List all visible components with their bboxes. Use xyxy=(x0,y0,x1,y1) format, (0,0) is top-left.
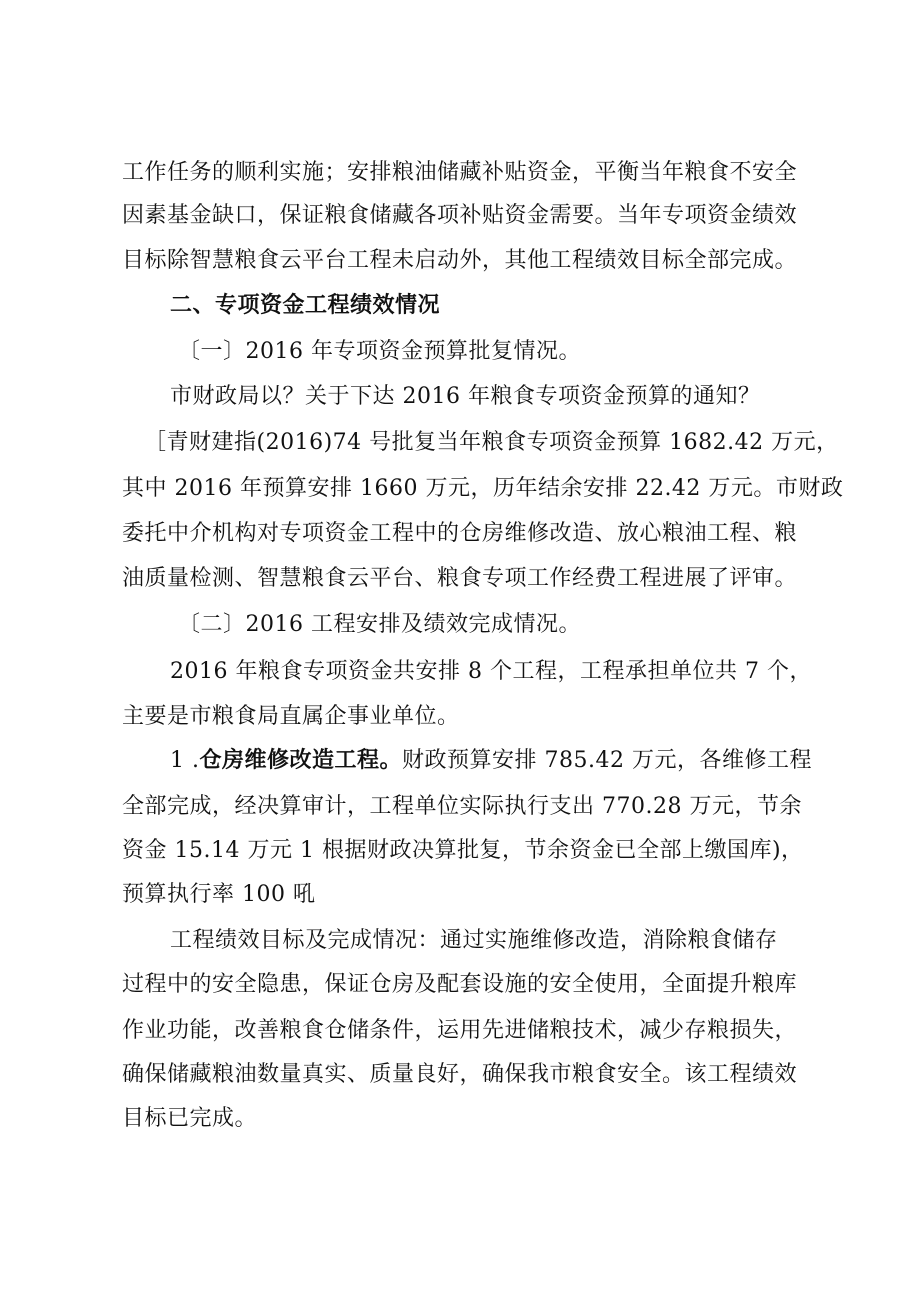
para2-line-1: 2016 年粮食专项资金共安排 8 个工程，工程承担单位共 7 个， xyxy=(170,659,812,684)
para1-line-1: 市财政局以？关于下达 2016 年粮食专项资金预算的通知？ xyxy=(170,384,761,409)
para1-line-3: 其中 2016 年预算安排 1660 万元，历年结余安排 22.42 万元。市财政 xyxy=(122,476,844,501)
intro-line-2: 因素基金缺口，保证粮食储藏各项补贴资金需要。当年专项资金绩效 xyxy=(122,203,798,228)
para3-line-3: 作业功能，改善粮食仓储条件，运用先进储粮技术，减少存粮损失， xyxy=(122,1018,798,1043)
section-heading: 二、专项资金工程绩效情况 xyxy=(170,293,441,318)
para3-line-1: 工程绩效目标及完成情况：通过实施维修改造，消除粮食储存 xyxy=(170,928,778,953)
para2-line-2: 主要是市粮食局直属企事业单位。 xyxy=(122,704,460,729)
item1-line-2: 全部完成，经决算审计，工程单位实际执行支出 770.28 万元，节余 xyxy=(122,794,802,819)
intro-line-3: 目标除智慧粮食云平台工程未启动外，其他工程绩效目标全部完成。 xyxy=(122,248,798,273)
para3-line-2: 过程中的安全隐患，保证仓房及配套设施的安全使用，全面提升粮库 xyxy=(122,972,798,997)
para1-line-4: 委托中介机构对专项资金工程中的仓房维修改造、放心粮油工程、粮 xyxy=(122,521,798,546)
para3-line-4: 确保储藏粮油数量真实、质量良好，确保我市粮食安全。该工程绩效 xyxy=(122,1062,798,1087)
para1-line-5: 油质量检测、智慧粮食云平台、粮食专项工作经费工程进展了评审。 xyxy=(122,566,798,591)
para1-line-2: ［青财建指(2016)74 号批复当年粮食专项资金预算 1682.42 万元， xyxy=(144,430,839,455)
item1-number: 1 . xyxy=(170,748,200,773)
item1-title: 仓房维修改造工程。 xyxy=(199,748,402,773)
item1-line-3: 资金 15.14 万元 1 根据财政决算批复，节余资金已全部上缴国库)， xyxy=(122,838,804,863)
intro-line-1: 工作任务的顺利实施；安排粮油储藏补贴资金，平衡当年粮食不安全 xyxy=(122,160,798,185)
item1-line-4: 预算执行率 100 吼 xyxy=(122,882,316,907)
subsection-heading-2: 〔二〕2016 工程安排及绩效完成情况。 xyxy=(178,612,581,637)
subsection-heading-1: 〔一〕2016 年专项资金预算批复情况。 xyxy=(178,339,581,364)
item1-first-line-rest: 财政预算安排 785.42 万元，各维修工程 xyxy=(402,748,812,773)
para3-line-5: 目标已完成。 xyxy=(122,1106,258,1131)
item1-first-line xyxy=(170,746,812,776)
